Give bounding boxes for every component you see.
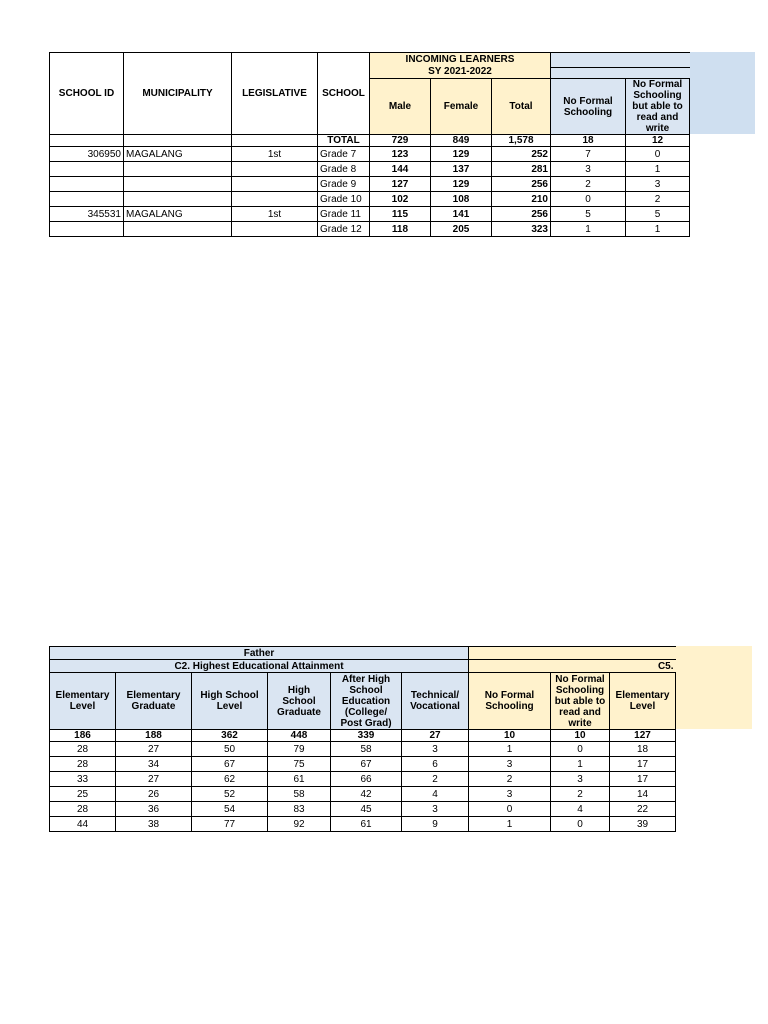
header-legislative: LEGISLATIVE [232, 53, 318, 135]
col-elementary-level: Elementary Level [50, 673, 116, 730]
cell-school: Grade 10 [318, 192, 370, 207]
cell-school: Grade 11 [318, 207, 370, 222]
cell-no-formal-read: 2 [626, 192, 690, 207]
data-cell: 17 [610, 757, 676, 772]
cell-total: 323 [492, 222, 551, 237]
table-row [50, 207, 690, 222]
header-female: Female [431, 79, 492, 135]
cell-total: 256 [492, 177, 551, 192]
header-c5: C5. [469, 660, 676, 673]
cell-school: Grade 9 [318, 177, 370, 192]
cell-school-id [50, 192, 124, 207]
totals-row [50, 730, 676, 742]
total-cell: 127 [610, 730, 676, 742]
data-cell: 77 [192, 817, 268, 832]
data-cell: 3 [551, 772, 610, 787]
header-blank-yellow [469, 647, 676, 660]
header-blank-blue-2 [551, 68, 690, 79]
data-cell: 61 [268, 772, 331, 787]
header-fill-blue [690, 52, 755, 134]
data-cell: 0 [551, 742, 610, 757]
table-row [50, 162, 690, 177]
total-total: 1,578 [492, 135, 551, 147]
col-high-school-level: High School Level [192, 673, 268, 730]
header-no-formal-read: No Formal Schooling but able to read and write [626, 79, 690, 135]
table-row [50, 177, 690, 192]
cell-female: 137 [431, 162, 492, 177]
total-female: 849 [431, 135, 492, 147]
cell-municipality [124, 177, 232, 192]
data-cell: 14 [610, 787, 676, 802]
data-cell: 3 [469, 787, 551, 802]
data-cell: 2 [469, 772, 551, 787]
data-cell: 28 [50, 802, 116, 817]
data-cell: 4 [402, 787, 469, 802]
col-no-formal: No Formal Schooling [469, 673, 551, 730]
data-cell: 2 [402, 772, 469, 787]
data-cell: 62 [192, 772, 268, 787]
cell-female: 129 [431, 177, 492, 192]
incoming-sy: SY 2021-2022 [428, 65, 492, 77]
data-cell: 26 [116, 787, 192, 802]
cell-school-id: 345531 [50, 207, 124, 222]
data-cell: 1 [469, 817, 551, 832]
total-cell: 362 [192, 730, 268, 742]
header-c2: C2. Highest Educational Attainment [50, 660, 469, 673]
data-cell: 9 [402, 817, 469, 832]
data-cell: 4 [551, 802, 610, 817]
total-cell: 27 [402, 730, 469, 742]
data-cell: 1 [469, 742, 551, 757]
header-fill-yellow [675, 646, 752, 729]
table-row [50, 147, 690, 162]
cell-school: Grade 12 [318, 222, 370, 237]
table-row [50, 192, 690, 207]
cell-legislative [232, 222, 318, 237]
col-no-formal-read: No Formal Schooling but able to read and write [551, 673, 610, 730]
cell-no-formal: 0 [551, 192, 626, 207]
cell-no-formal: 2 [551, 177, 626, 192]
cell-legislative: 1st [232, 207, 318, 222]
data-cell: 17 [610, 772, 676, 787]
cell-female: 129 [431, 147, 492, 162]
header-incoming-learners [370, 53, 551, 79]
cell-male: 118 [370, 222, 431, 237]
cell-total: 252 [492, 147, 551, 162]
data-cell: 92 [268, 817, 331, 832]
total-cell: 448 [268, 730, 331, 742]
data-cell: 58 [268, 787, 331, 802]
cell-municipality [124, 192, 232, 207]
total-male: 729 [370, 135, 431, 147]
data-cell: 18 [610, 742, 676, 757]
data-cell: 42 [331, 787, 402, 802]
data-cell: 45 [331, 802, 402, 817]
cell-no-formal: 7 [551, 147, 626, 162]
data-cell: 2 [551, 787, 610, 802]
col-elementary-graduate: Elementary Graduate [116, 673, 192, 730]
data-cell: 83 [268, 802, 331, 817]
table-row [50, 802, 676, 817]
cell-male: 127 [370, 177, 431, 192]
data-cell: 54 [192, 802, 268, 817]
cell-school: Grade 8 [318, 162, 370, 177]
data-cell: 67 [192, 757, 268, 772]
cell-school-id [50, 177, 124, 192]
cell-no-formal-read: 1 [626, 222, 690, 237]
data-cell: 58 [331, 742, 402, 757]
data-cell: 33 [50, 772, 116, 787]
table-row [50, 222, 690, 237]
header-no-formal: No Formal Schooling [551, 79, 626, 135]
table-row [50, 757, 676, 772]
total-cell: 10 [551, 730, 610, 742]
data-cell: 28 [50, 757, 116, 772]
data-cell: 6 [402, 757, 469, 772]
data-cell: 50 [192, 742, 268, 757]
cell-male: 102 [370, 192, 431, 207]
cell-no-formal: 1 [551, 222, 626, 237]
data-cell: 75 [268, 757, 331, 772]
total-no-formal: 18 [551, 135, 626, 147]
data-cell: 1 [551, 757, 610, 772]
table-row [50, 742, 676, 757]
data-cell: 25 [50, 787, 116, 802]
cell-school: Grade 7 [318, 147, 370, 162]
header-municipality: MUNICIPALITY [124, 53, 232, 135]
data-cell: 34 [116, 757, 192, 772]
col-after-high-school: After High School Education (College/ Post Grad) [331, 673, 402, 730]
data-cell: 27 [116, 772, 192, 787]
cell-legislative: 1st [232, 147, 318, 162]
data-cell: 52 [192, 787, 268, 802]
header-school-id: SCHOOL ID [50, 53, 124, 135]
incoming-learners-table [49, 52, 690, 237]
data-cell: 61 [331, 817, 402, 832]
table-row [50, 787, 676, 802]
cell-total: 281 [492, 162, 551, 177]
cell-no-formal-read: 0 [626, 147, 690, 162]
cell-school-id [50, 162, 124, 177]
header-father: Father [50, 647, 469, 660]
cell-no-formal-read: 3 [626, 177, 690, 192]
cell-male: 144 [370, 162, 431, 177]
data-cell: 66 [331, 772, 402, 787]
col-technical-vocational: Technical/ Vocational [402, 673, 469, 730]
total-cell: 10 [469, 730, 551, 742]
cell-legislative [232, 162, 318, 177]
data-cell: 44 [50, 817, 116, 832]
data-cell: 3 [402, 742, 469, 757]
educational-attainment-table [49, 646, 676, 832]
data-cell: 39 [610, 817, 676, 832]
cell-legislative [232, 192, 318, 207]
table-row [50, 817, 676, 832]
cell-total: 256 [492, 207, 551, 222]
header-school: SCHOOL [318, 53, 370, 135]
data-cell: 22 [610, 802, 676, 817]
col-high-school-graduate: High School Graduate [268, 673, 331, 730]
cell-male: 115 [370, 207, 431, 222]
incoming-title: INCOMING LEARNERS [405, 53, 515, 65]
cell-no-formal-read: 1 [626, 162, 690, 177]
total-label: TOTAL [318, 135, 370, 147]
data-cell: 0 [551, 817, 610, 832]
data-cell: 36 [116, 802, 192, 817]
total-cell: 188 [116, 730, 192, 742]
table-row [50, 772, 676, 787]
total-cell: 186 [50, 730, 116, 742]
cell-no-formal-read: 5 [626, 207, 690, 222]
cell-municipality: MAGALANG [124, 147, 232, 162]
cell-total: 210 [492, 192, 551, 207]
total-no-formal-read: 12 [626, 135, 690, 147]
cell-school-id [50, 222, 124, 237]
cell-female: 205 [431, 222, 492, 237]
data-cell: 79 [268, 742, 331, 757]
header-male: Male [370, 79, 431, 135]
cell-municipality [124, 162, 232, 177]
total-cell: 339 [331, 730, 402, 742]
cell-school-id: 306950 [50, 147, 124, 162]
data-cell: 27 [116, 742, 192, 757]
cell-municipality [124, 222, 232, 237]
header-total: Total [492, 79, 551, 135]
data-cell: 38 [116, 817, 192, 832]
data-cell: 3 [469, 757, 551, 772]
cell-municipality: MAGALANG [124, 207, 232, 222]
cell-female: 141 [431, 207, 492, 222]
total-row [50, 135, 690, 147]
data-cell: 28 [50, 742, 116, 757]
col-mother-elementary-level: Elementary Level [610, 673, 676, 730]
cell-legislative [232, 177, 318, 192]
data-cell: 67 [331, 757, 402, 772]
cell-female: 108 [431, 192, 492, 207]
data-cell: 0 [469, 802, 551, 817]
cell-no-formal: 3 [551, 162, 626, 177]
cell-male: 123 [370, 147, 431, 162]
cell-no-formal: 5 [551, 207, 626, 222]
data-cell: 3 [402, 802, 469, 817]
header-blank-blue [551, 53, 690, 68]
